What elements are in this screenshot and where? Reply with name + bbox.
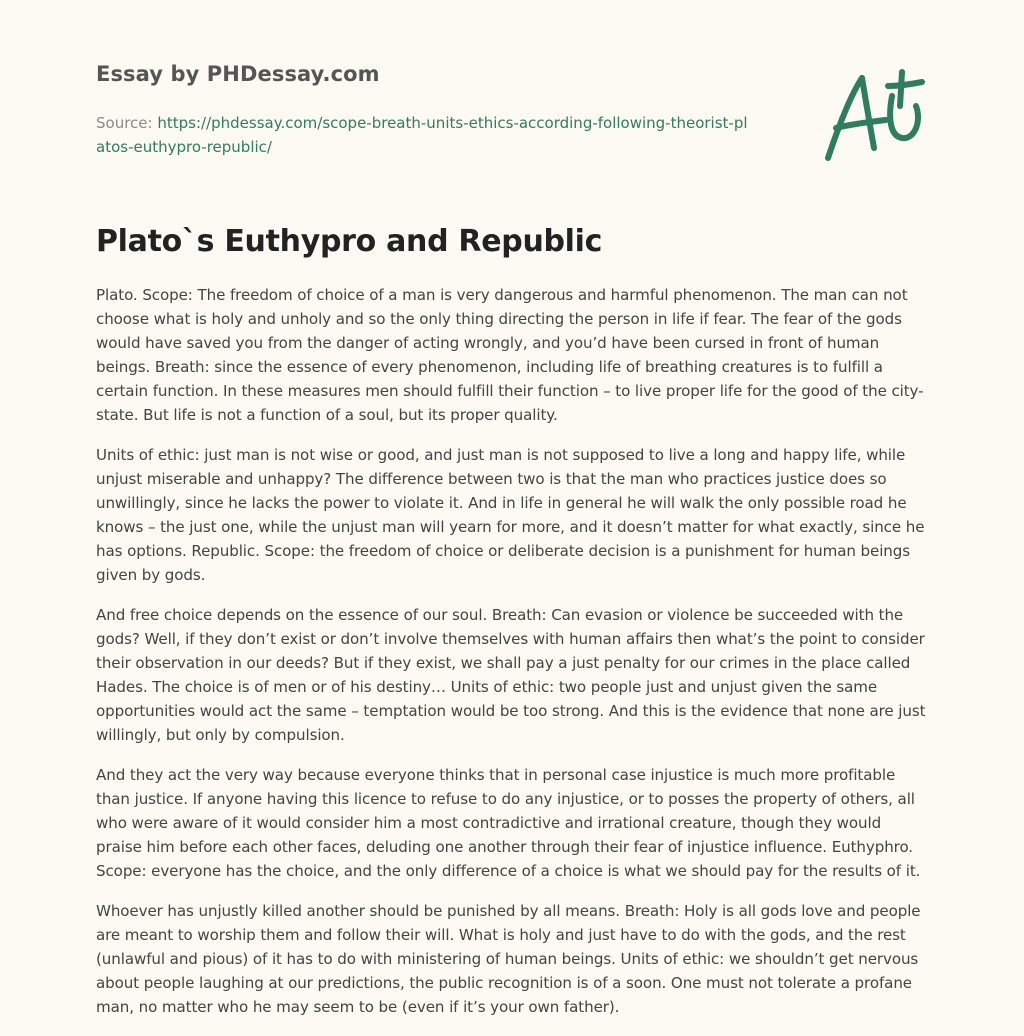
essay-body	[96, 283, 928, 1035]
essay-title: Plato`s Euthypro and Republic	[96, 224, 603, 259]
essay-paragraph-4: And they act the very way because everyone thinks that in personal case injustice is much more profitable than justice. If anyone having this licence to refuse to do any injustice, or to posses the property of others, all who were aware of it would consider him a most contradictive and irrational creature, though they would praise him before each other faces, deluding one another through their fear of injustice influence. Euthyphro. Scope: everyone has the choice, and the only difference of a choice is what we should pay for the results of it.	[96, 766, 921, 880]
a-plus-grade-icon	[816, 66, 932, 166]
essay-paragraph-5: Whoever has unjustly killed another should be punished by all means. Breath: Holy is all gods love and people are meant to worship them and follow their will. What is holy and just have to do with the gods, and the rest (unlawful and pious) of it has to do with ministering of human beings. Units of ethic: we shouldn’t get nervous about people laughing at our predictions, the public recognition is of a soon. One must not tolerate a profane man, no matter who he may seem to be (even if it’s your own father).	[96, 902, 921, 1016]
source-line	[96, 111, 756, 159]
essay-paragraph-1: Plato. Scope: The freedom of choice of a man is very dangerous and harmful phenomenon. The man can not choose what is holy and unholy and so the only thing directing the person in life if fear. The fear of the gods would have saved you from the danger of acting wrongly, and you’d have been cursed in front of human beings. Breath: since the essence of every phenomenon, including life of breathing creatures is to fulfill a certain function. In these measures men should fulfill their function – to live proper life for the good of the city-state. But life is not a function of a soul, but its proper quality.	[96, 286, 924, 424]
source-label: Source:	[96, 114, 153, 132]
source-link[interactable]: https://phdessay.com/scope-breath-units-ethics-according-following-theorist-platos-euthypro-republic/	[96, 114, 748, 156]
essay-paragraph-2: Units of ethic: just man is not wise or good, and just man is not supposed to live a long and happy life, while unjust miserable and unhappy? The difference between two is that the man who practices justice does so unwillingly, since he lacks the power to violate it. And in life in general he will walk the only possible road he knows – the just one, while the unjust man will yearn for more, and it doesn’t matter for what exactly, since he has options. Republic. Scope: the freedom of choice or deliberate decision is a punishment for human beings given by gods.	[96, 446, 925, 584]
site-title: Essay by PHDessay.com	[96, 62, 380, 86]
essay-page	[96, 0, 928, 1036]
essay-paragraph-3: And free choice depends on the essence of our soul. Breath: Can evasion or violence be succeeded with the gods? Well, if they don’t exist or don’t involve themselves with human affairs then what’s the point to consider their observation in our deeds? But if they exist, we shall pay a just penalty for our crimes in the place called Hades. The choice is of men or of his destiny… Units of ethic: two people just and unjust given the same opportunities would act the same – temptation would be too strong. And this is the evidence that none are just willingly, but only by compulsion.	[96, 606, 926, 744]
